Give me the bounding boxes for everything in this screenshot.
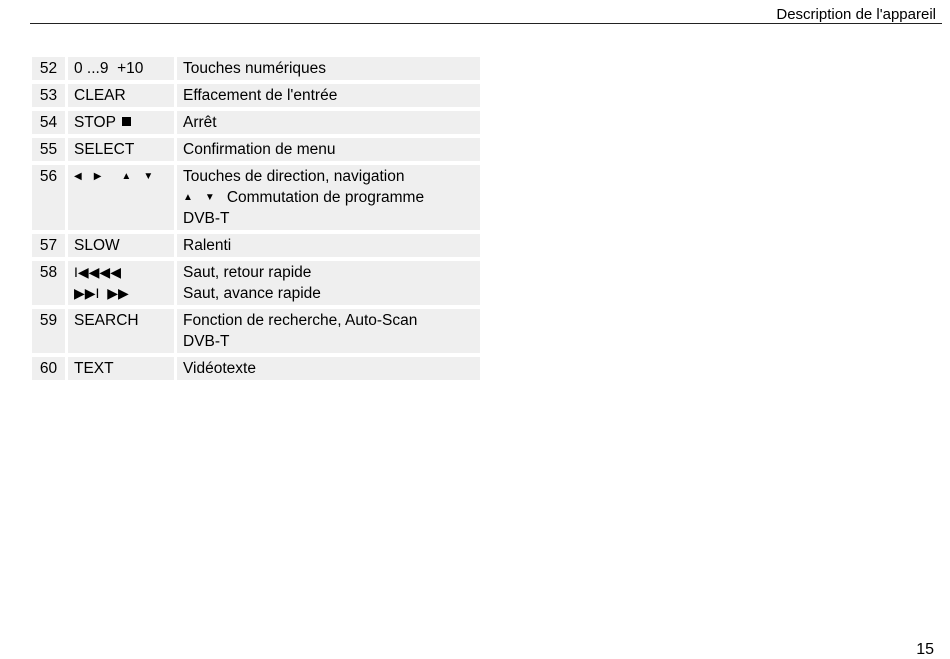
key-description <box>177 261 480 305</box>
key-description <box>177 165 480 230</box>
description-line: Touches de direction, navigation <box>183 168 405 185</box>
table-row <box>32 57 480 80</box>
key-label: SEARCH <box>68 309 174 353</box>
key-label: 0 ...9 +10 <box>68 57 174 80</box>
table-row <box>32 309 480 353</box>
arrow-down-icon: ▼ <box>143 171 154 182</box>
page-number: 15 <box>916 641 934 658</box>
row-number: 56 <box>32 165 65 230</box>
description-line: Saut, retour rapide <box>183 264 312 281</box>
key-label: CLEAR <box>68 84 174 107</box>
row-number: 58 <box>32 261 65 305</box>
key-description <box>177 111 480 134</box>
key-description <box>177 234 480 257</box>
description-line: Touches numériques <box>183 60 327 77</box>
arrow-down-icon: ▼ <box>204 192 215 203</box>
row-number: 59 <box>32 309 65 353</box>
arrow-up-icon: ▲ <box>121 171 132 182</box>
header-divider <box>30 23 942 24</box>
description-line: Arrêt <box>183 114 217 131</box>
row-number: 52 <box>32 57 65 80</box>
key-description <box>177 357 480 380</box>
key-description <box>177 309 480 353</box>
arrow-right-icon: ▶ <box>93 171 102 182</box>
description-line: ▲ ▼ Commutation de programme <box>183 189 425 206</box>
stop-square-icon <box>122 117 131 126</box>
description-line: Effacement de l'entrée <box>183 87 338 104</box>
arrow-up-icon: ▲ <box>183 192 193 203</box>
key-description <box>177 84 480 107</box>
key-label-cell <box>68 111 174 134</box>
table-row <box>32 138 480 161</box>
key-description-table <box>32 57 480 384</box>
key-description <box>177 57 480 80</box>
description-line: Confirmation de menu <box>183 141 336 158</box>
key-label: TEXT <box>68 357 174 380</box>
table-row <box>32 165 480 230</box>
key-description <box>177 138 480 161</box>
table-row <box>32 84 480 107</box>
direction-keys-cell <box>68 165 174 230</box>
key-label-cell <box>68 261 174 305</box>
arrow-left-icon: ◀ <box>74 171 82 182</box>
row-number: 53 <box>32 84 65 107</box>
table-row <box>32 357 480 380</box>
row-number: 55 <box>32 138 65 161</box>
description-line: Vidéotexte <box>183 360 256 377</box>
description-line: Saut, avance rapide <box>183 285 321 302</box>
description-line: Fonction de recherche, Auto-Scan <box>183 312 418 329</box>
description-line: Ralenti <box>183 237 232 254</box>
table-row <box>32 234 480 257</box>
description-line: DVB-T <box>183 210 230 227</box>
key-label: SLOW <box>68 234 174 257</box>
key-label: STOP <box>74 114 116 131</box>
row-number: 57 <box>32 234 65 257</box>
row-number: 54 <box>32 111 65 134</box>
skip-forward-icon: ▶▶I ▶▶ <box>74 285 129 301</box>
page-header-title: Description de l'appareil <box>776 6 936 23</box>
skip-rewind-icon: I◀◀◀◀ <box>74 264 121 280</box>
row-number: 60 <box>32 357 65 380</box>
table-row <box>32 111 480 134</box>
description-line: DVB-T <box>183 333 230 350</box>
table-row <box>32 261 480 305</box>
key-label: SELECT <box>68 138 174 161</box>
